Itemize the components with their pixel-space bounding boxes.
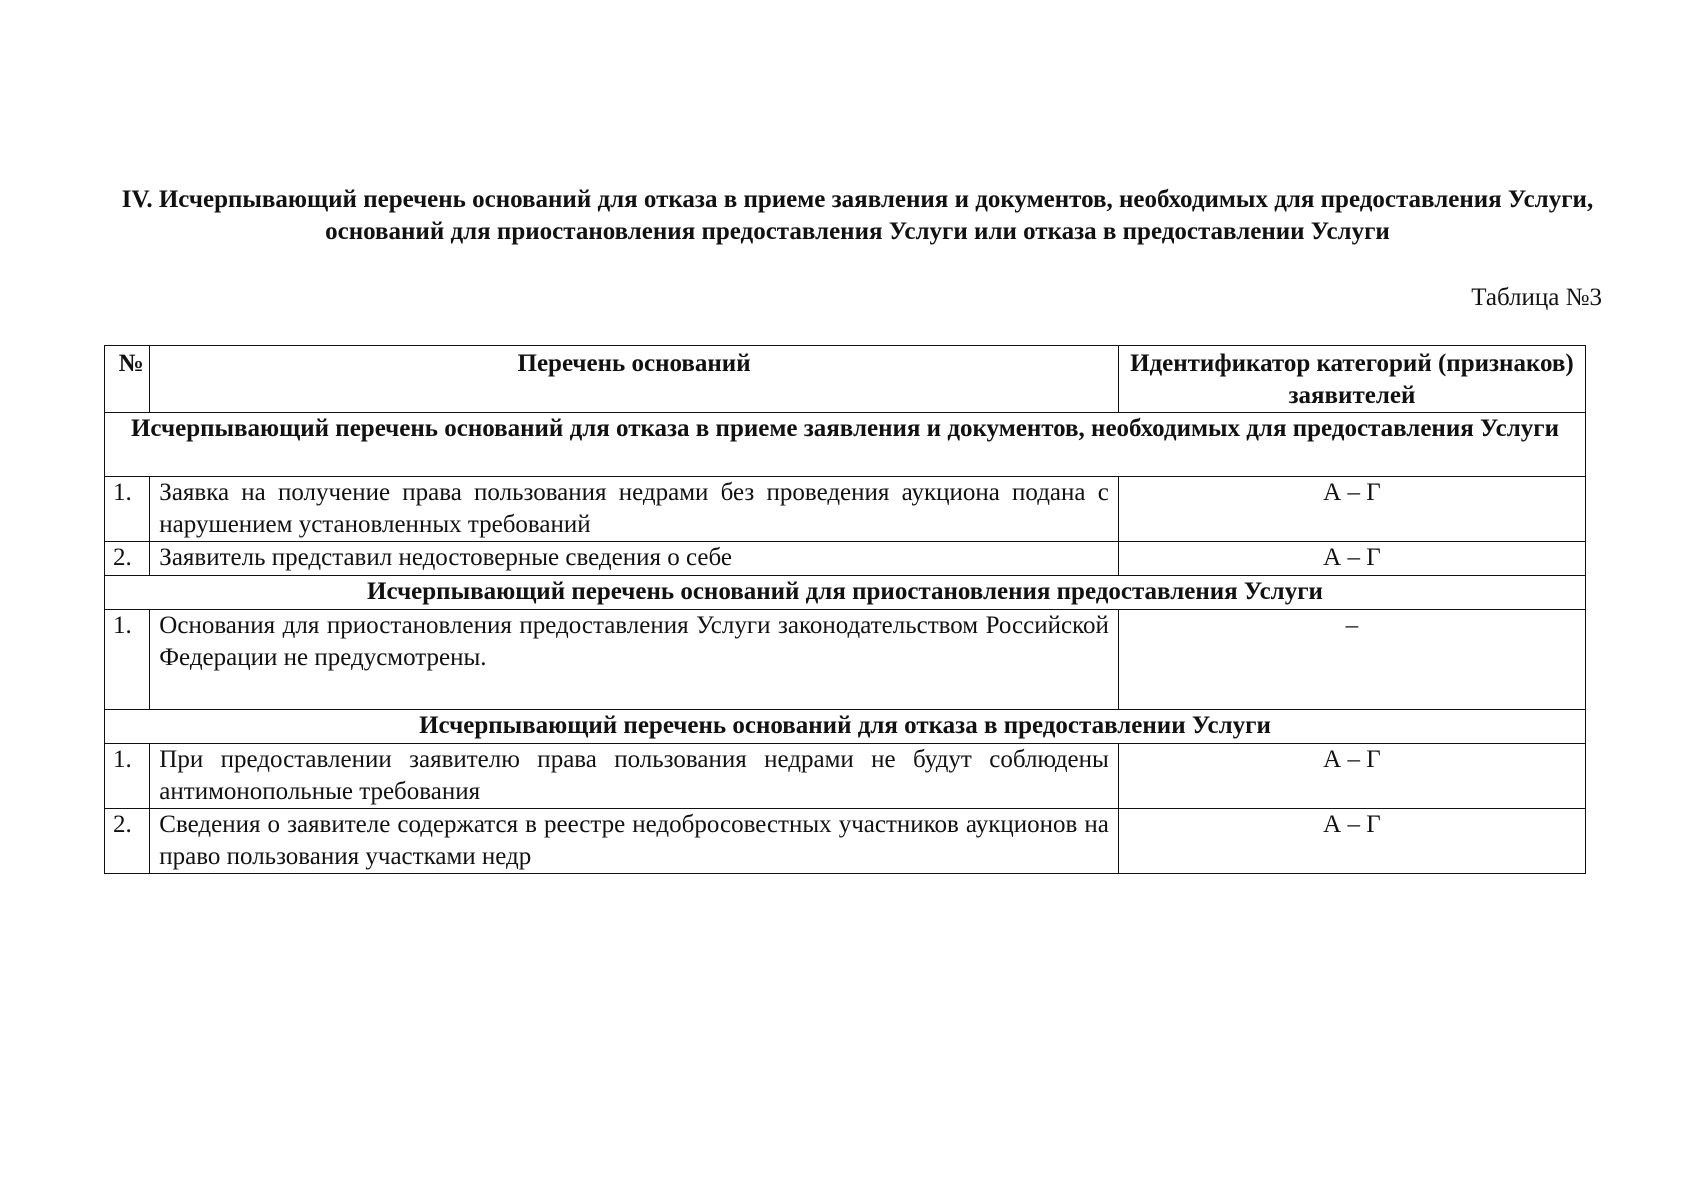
section-row bbox=[105, 576, 1586, 610]
row-category: А – Г bbox=[1118, 744, 1585, 809]
header-category: Идентификатор категорий (признаков) заявителей bbox=[1118, 346, 1585, 413]
table-row bbox=[105, 610, 1586, 710]
grounds-table bbox=[104, 345, 1586, 874]
table-header-row bbox=[105, 346, 1586, 413]
table-row bbox=[105, 809, 1586, 874]
row-ground: При предоставлении заявителю права пользования недрами не будут соблюдены антимонопольные требования bbox=[150, 744, 1119, 809]
header-ground: Перечень оснований bbox=[150, 346, 1119, 413]
table-row bbox=[105, 477, 1586, 542]
row-category: А – Г bbox=[1118, 477, 1585, 542]
section-title: Исчерпывающий перечень оснований для отказа в предоставлении Услуги bbox=[105, 710, 1586, 744]
section-heading: IV. Исчерпывающий перечень оснований для отказа в приеме заявления и документов, необходимых для предоставления Услуги, оснований для приостановления предоставления Услуги или отказа в предоставлении Услуги bbox=[121, 186, 1594, 245]
row-num: 1. bbox=[105, 744, 150, 809]
section-title: Исчерпывающий перечень оснований для приостановления предоставления Услуги bbox=[105, 576, 1586, 610]
section-row bbox=[105, 413, 1586, 477]
row-num: 2. bbox=[105, 542, 150, 576]
row-category: А – Г bbox=[1118, 809, 1585, 874]
table-caption: Таблица №3 bbox=[1471, 284, 1602, 311]
row-ground: Основания для приостановления предоставления Услуги законодательством Российской Федерации не предусмотрены. bbox=[150, 610, 1119, 710]
header-num: № bbox=[105, 346, 150, 413]
row-num: 1. bbox=[105, 610, 150, 710]
section-row bbox=[105, 710, 1586, 744]
row-ground: Сведения о заявителе содержатся в реестре недобросовестных участников аукционов на право пользования участками недр bbox=[150, 809, 1119, 874]
row-ground: Заявитель представил недостоверные сведения о себе bbox=[150, 542, 1119, 576]
row-category: А – Г bbox=[1118, 542, 1585, 576]
table-row bbox=[105, 744, 1586, 809]
row-category: – bbox=[1118, 610, 1585, 710]
row-num: 1. bbox=[105, 477, 150, 542]
row-ground: Заявка на получение права пользования недрами без проведения аукциона подана с нарушением установленных требований bbox=[150, 477, 1119, 542]
row-num: 2. bbox=[105, 809, 150, 874]
table-row bbox=[105, 542, 1586, 576]
section-title: Исчерпывающий перечень оснований для отказа в приеме заявления и документов, необходимых для предоставления Услуги bbox=[105, 413, 1586, 477]
